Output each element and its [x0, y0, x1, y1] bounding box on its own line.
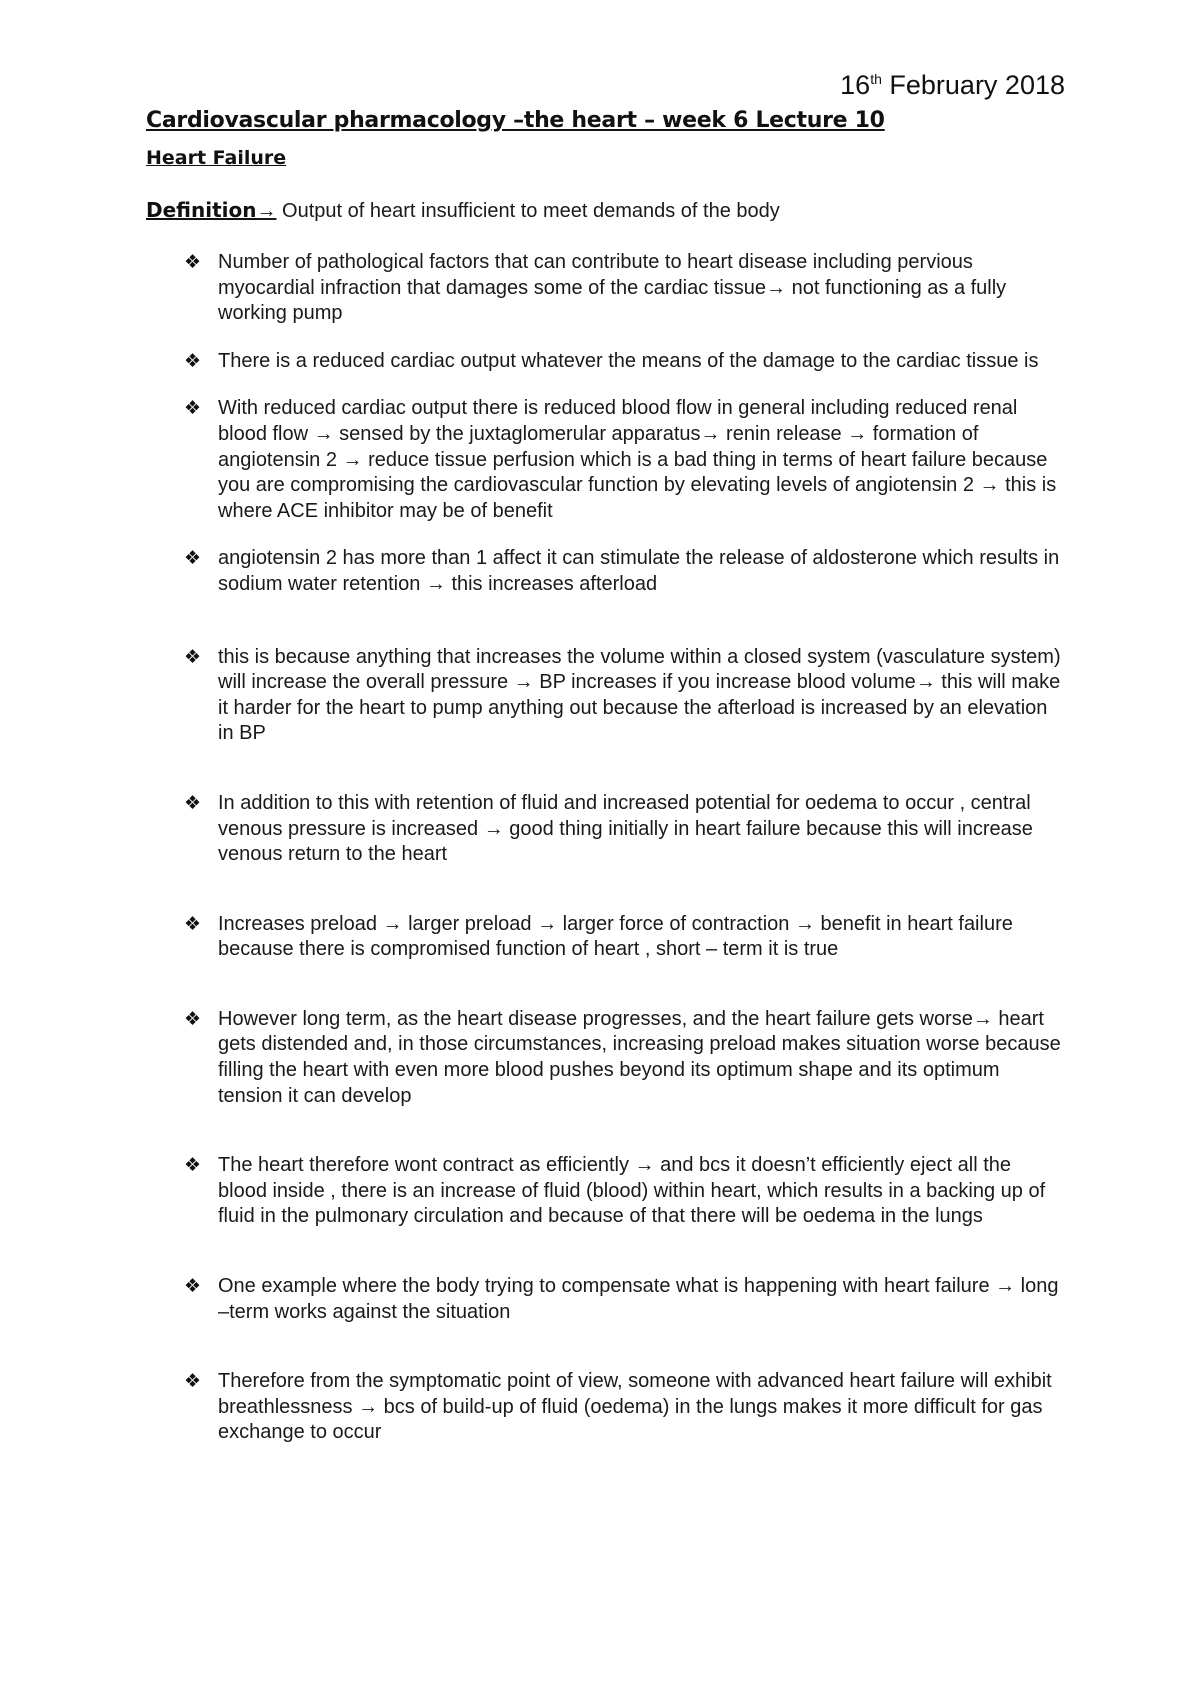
- diamond-bullet-icon: ❖: [184, 1371, 202, 1393]
- diamond-bullet-icon: ❖: [184, 350, 202, 372]
- bullet-item: [184, 791, 1064, 868]
- bullet-text: In addition to this with retention of fluid and increased potential for oedema to occur , central venous pressure is increased → good thing initially in heart failure because this will increase venous return to the heart: [218, 791, 1033, 866]
- diamond-bullet-icon: ❖: [184, 913, 202, 935]
- definition-term: Definition: [146, 198, 257, 222]
- bullet-item: [184, 1153, 1064, 1230]
- bullet-text: this is because anything that increases the volume within a closed system (vasculature system) will increase the overall pressure → BP increases if you increase blood volume→ this will make it harder for the heart to pump anything out because the afterload is increased by an elevation in BP: [218, 645, 1061, 745]
- diamond-bullet-icon: ❖: [184, 252, 202, 273]
- bullet-item: [184, 250, 1064, 327]
- diamond-bullet-icon: ❖: [184, 1155, 202, 1177]
- bullet-text: There is a reduced cardiac output whatever the means of the damage to the cardiac tissue is: [218, 349, 1039, 372]
- diamond-bullet-icon: ❖: [184, 1276, 202, 1298]
- definition-line: [146, 198, 780, 223]
- diamond-bullet-icon: ❖: [184, 548, 202, 570]
- bullet-item: [184, 396, 1064, 524]
- bullet-item: [184, 1274, 1064, 1325]
- bullet-text: Increases preload → larger preload → larger force of contraction → benefit in heart failure because there is compromised function of heart , short – term it is true: [218, 912, 1013, 961]
- document-title: Cardiovascular pharmacology –the heart – week 6 Lecture 10: [146, 108, 885, 133]
- bullet-item: [184, 912, 1064, 963]
- date-day: 16: [840, 70, 871, 100]
- bullet-item: [184, 546, 1064, 597]
- bullet-item: [184, 645, 1064, 747]
- bullet-item: [184, 349, 1064, 375]
- section-heading: Heart Failure: [146, 147, 287, 169]
- definition-text: Output of heart insufficient to meet demands of the body: [276, 200, 780, 222]
- bullet-text: Number of pathological factors that can contribute to heart disease including pervious myocardial infraction that damages some of the cardiac tissue→ not functioning as a fully working pump: [218, 251, 1007, 325]
- bullet-text: One example where the body trying to compensate what is happening with heart failure → long –term works against the situation: [218, 1275, 1059, 1323]
- diamond-bullet-icon: ❖: [184, 792, 202, 814]
- bullet-list: [184, 250, 1064, 1446]
- diamond-bullet-icon: ❖: [184, 646, 202, 668]
- bullet-text: However long term, as the heart disease progresses, and the heart failure gets worse→ heart gets distended and, in those circumstances, increasing preload makes situation worse because filling the heart with even more blood pushes beyond its optimum shape and its optimum tension it can develop: [218, 1007, 1061, 1107]
- bullet-item: [184, 1007, 1064, 1109]
- bullet-item: [184, 1369, 1064, 1446]
- bullet-text: angiotensin 2 has more than 1 affect it can stimulate the release of aldosterone which results in sodium water retention → this increases afterload: [218, 547, 1060, 595]
- date-suffix: th: [870, 71, 882, 87]
- date-month-year: February 2018: [881, 70, 1065, 100]
- diamond-bullet-icon: ❖: [184, 1008, 202, 1030]
- arrow-icon: →: [256, 200, 277, 222]
- bullet-text: Therefore from the symptomatic point of view, someone with advanced heart failure will exhibit breathlessness → bcs of build-up of fluid (oedema) in the lungs makes it more difficult for gas exchange to occur: [218, 1370, 1052, 1444]
- bullet-text: The heart therefore wont contract as efficiently → and bcs it doesn’t efficiently eject all the blood inside , there is an increase of fluid (blood) within heart, which results in a backing up of fluid in the pulmonary circulation and because of that there will be oedema in the lungs: [218, 1154, 1046, 1228]
- diamond-bullet-icon: ❖: [184, 398, 202, 420]
- document-date: [840, 70, 1065, 101]
- bullet-text: With reduced cardiac output there is reduced blood flow in general including reduced renal blood flow → sensed by the juxtaglomerular apparatus→ renin release → formation of angiotensin 2 → reduce tissue perfusion which is a bad thing in terms of heart failure because you are compromising the cardiovascular function by elevating levels of angiotensin 2 → this is where ACE inhibitor may be of benefit: [218, 397, 1057, 522]
